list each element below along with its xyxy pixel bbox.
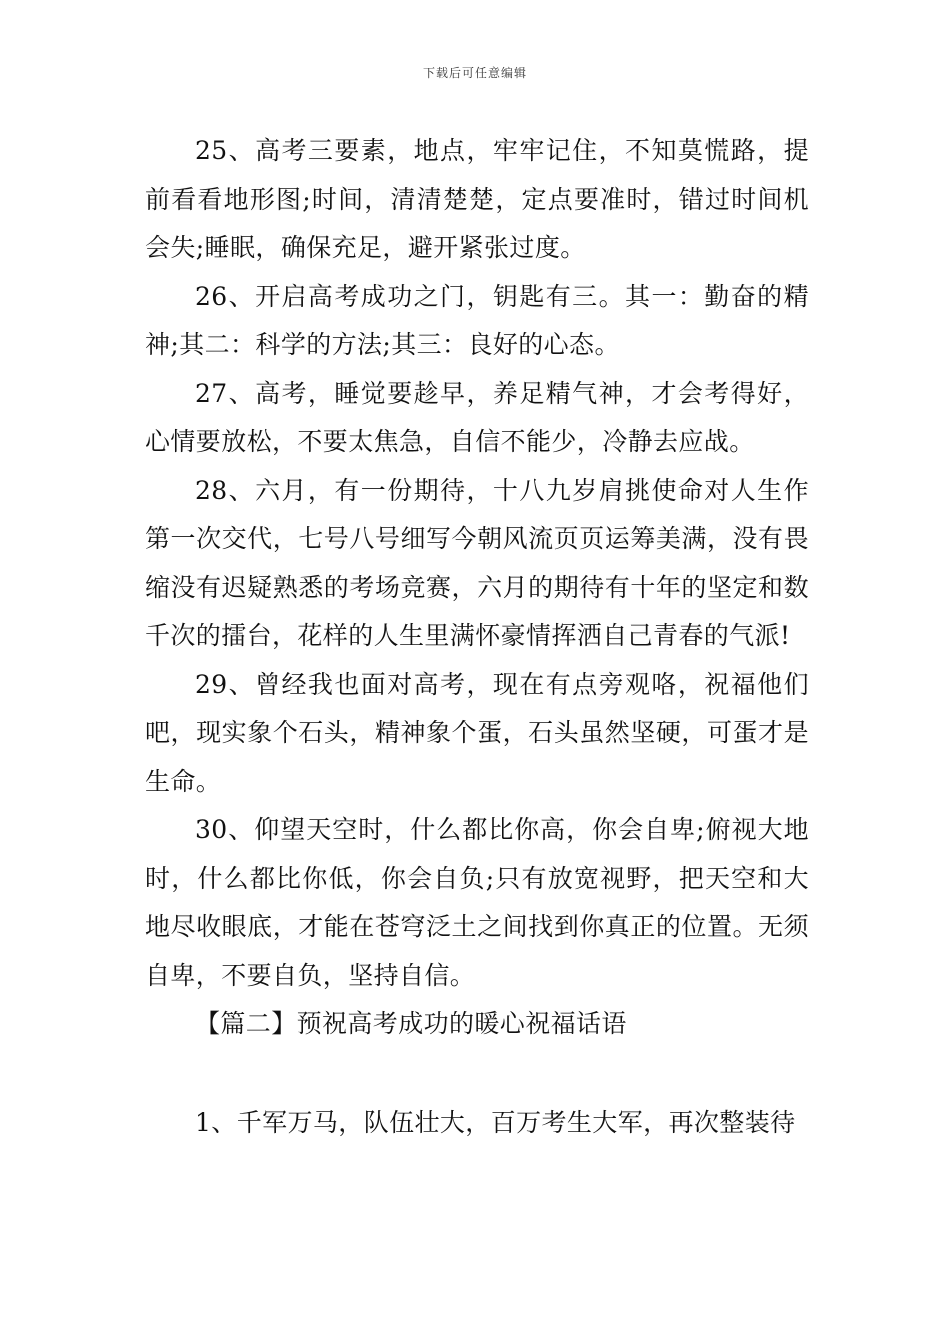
paragraph-1: 1、千军万马，队伍壮大，百万考生大军，再次整装待 — [195, 1107, 796, 1137]
paragraph-30: 30、仰望天空时，什么都比你高，你会自卑;俯视大地时，什么都比你低，你会自负;只有放宽视野，把天空和大地尽收眼底，才能在苍穹泛土之间找到你真正的位置。无须自卑，不要自负，坚持自信。 — [145, 815, 809, 990]
paragraph-27: 27、高考，睡觉要趁早，养足精气神，才会考得好，心情要放松，不要太焦急，自信不能少，冷静去应战。 — [145, 378, 809, 456]
document-body — [145, 127, 809, 1147]
page-header: 下载后可任意编辑 — [422, 66, 527, 80]
section-title: 【篇二】预祝高考成功的暖心祝福话语 — [195, 1009, 627, 1038]
paragraph-26: 26、开启高考成功之门，钥匙有三。其一：勤奋的精神;其二：科学的方法;其三：良好的心态。 — [145, 281, 809, 359]
paragraph-29: 29、曾经我也面对高考，现在有点旁观咯，祝福他们吧，现实象个石头，精神象个蛋，石头虽然坚硬，可蛋才是生命。 — [145, 669, 809, 796]
spacer — [145, 1049, 809, 1099]
paragraph-28: 28、六月，有一份期待，十八九岁肩挑使命对人生作第一次交代，七号八号细写今朝风流页页运筹美满，没有畏缩没有迟疑熟悉的考场竞赛，六月的期待有十年的坚定和数千次的擂台，花样的人生里满怀豪情挥洒自己青春的气派! — [145, 475, 809, 650]
paragraph-25: 25、高考三要素，地点，牢牢记住，不知莫慌路，提前看看地形图;时间，清清楚楚，定点要准时，错过时间机会失;睡眠，确保充足，避开紧张过度。 — [145, 136, 809, 262]
